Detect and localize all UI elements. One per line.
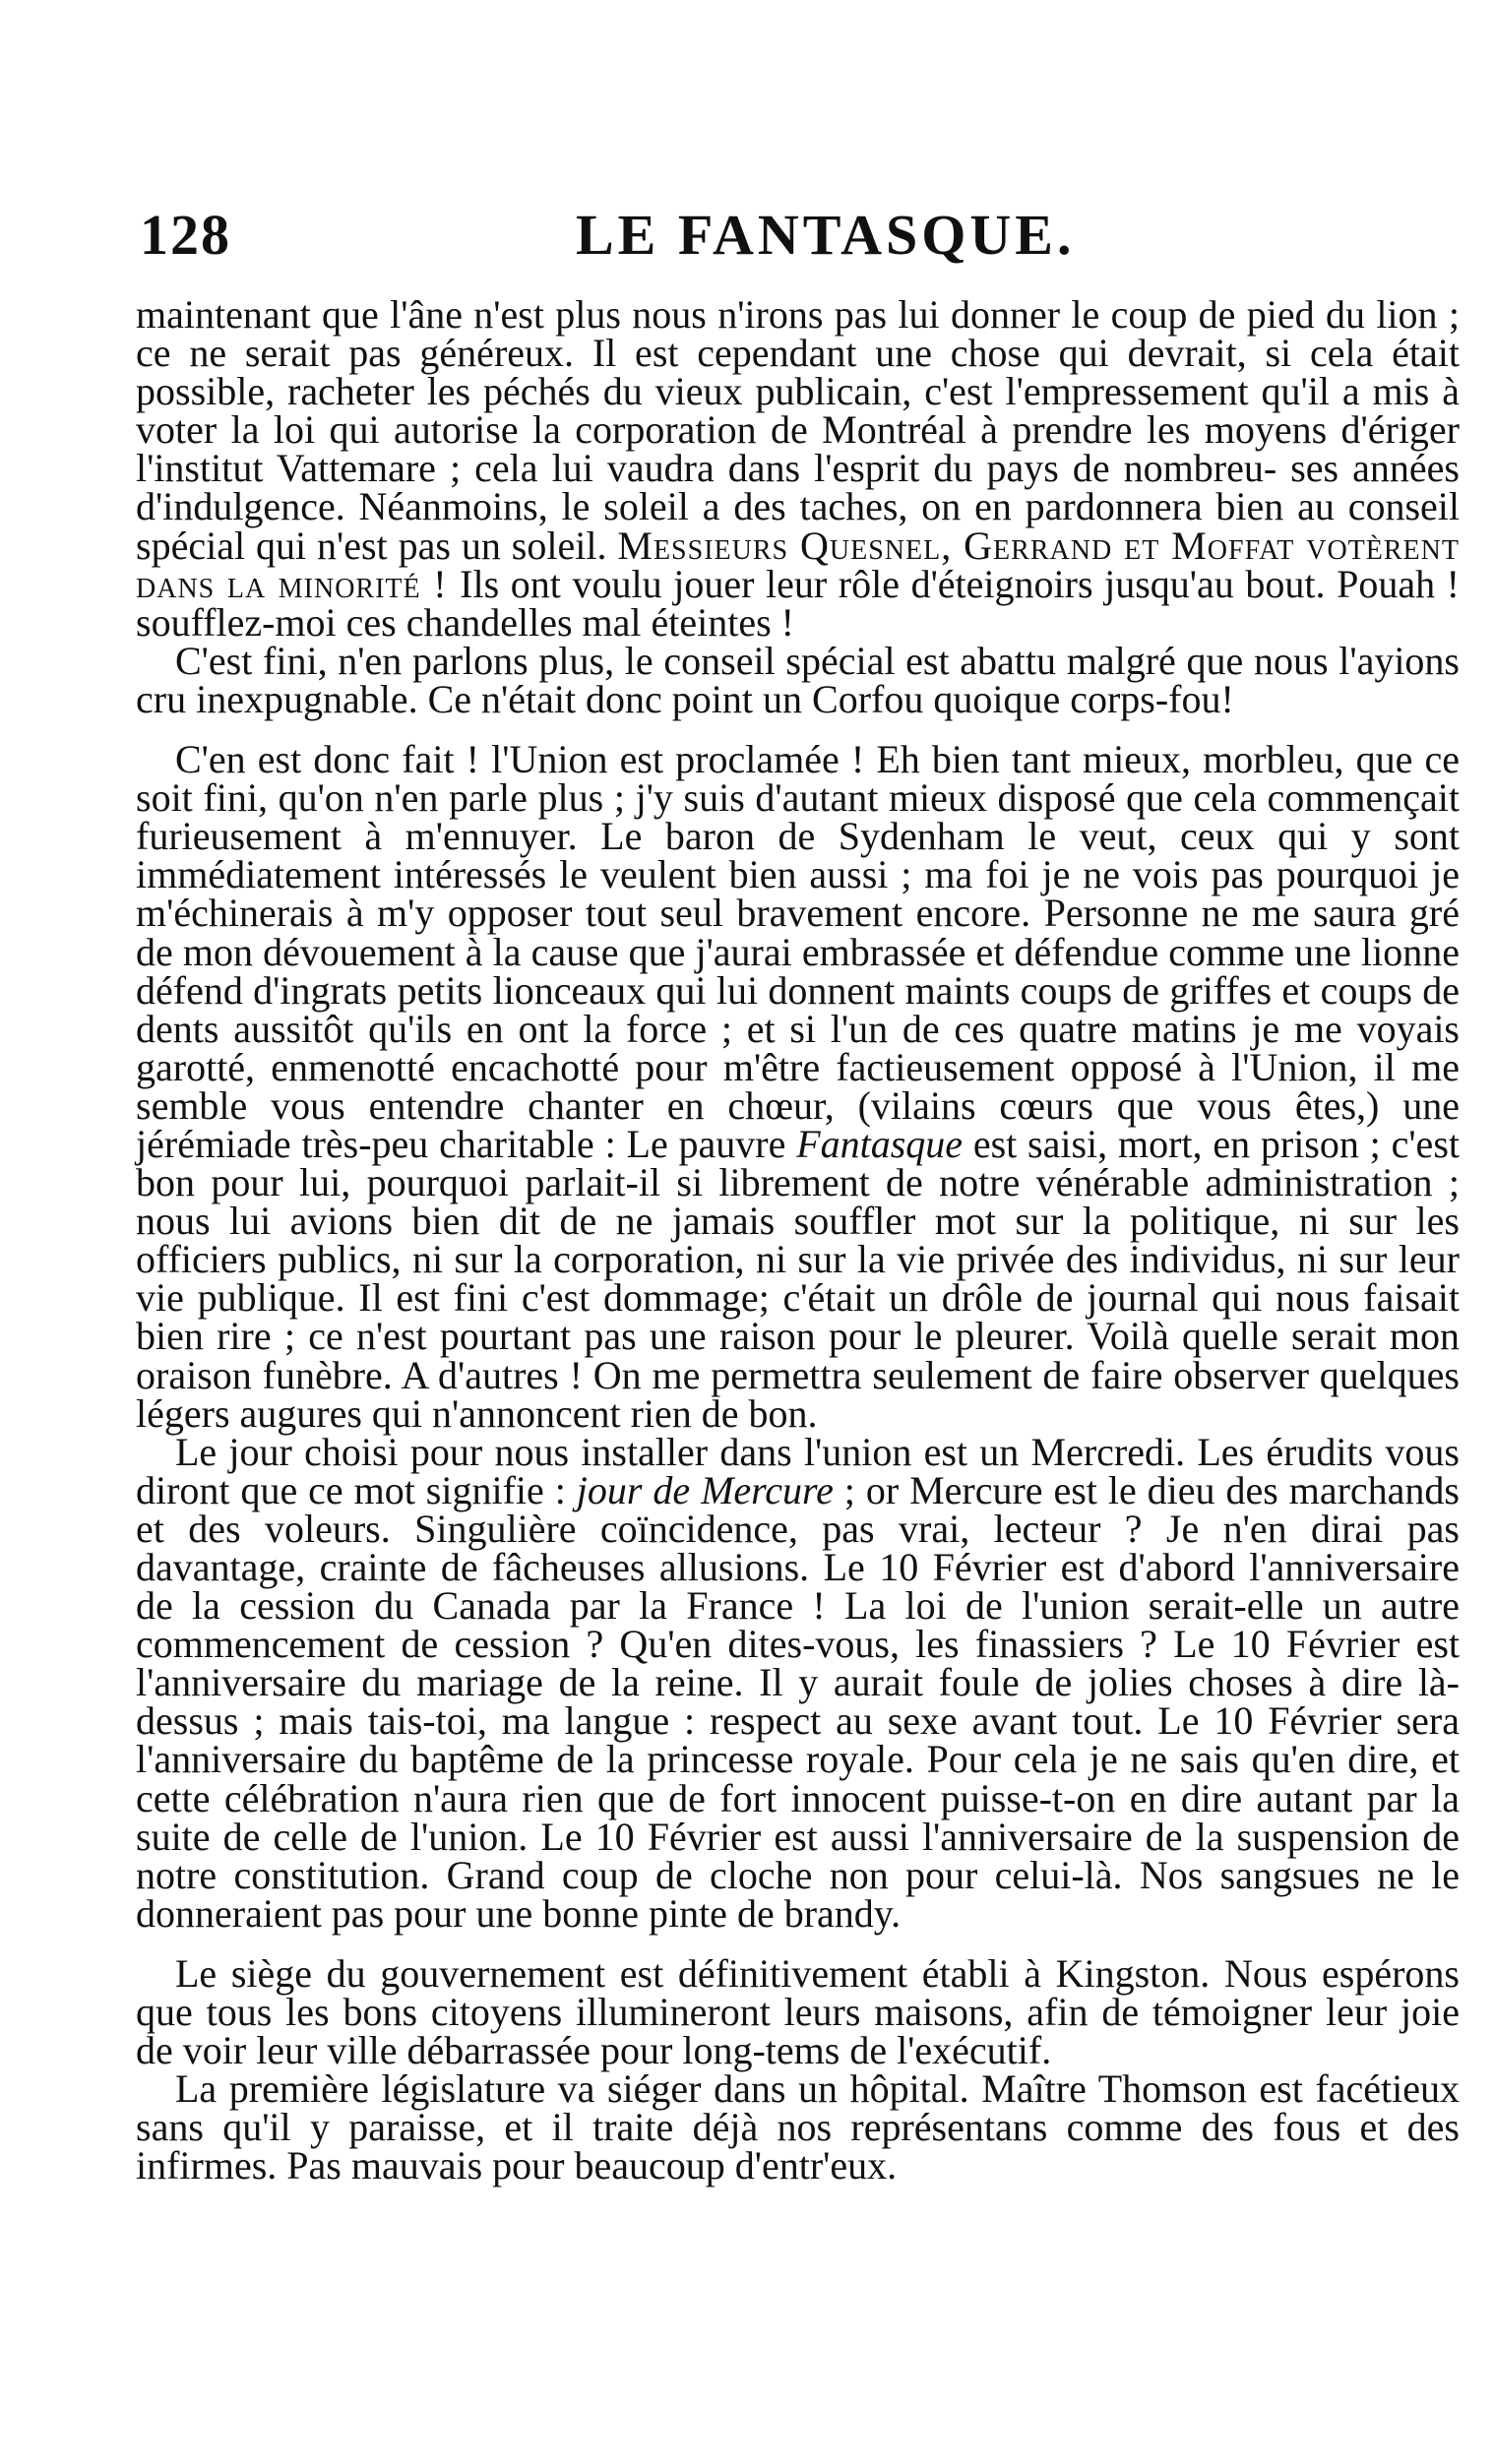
text-run: ; or Mercure est le dieu des marchands et des voleurs. Singulière coïncidence, pas vrai, lecteur ? Je n'en dirai pas davantage, crainte de fâcheuses allusions. Le 10 Février est d'abord l'anniversaire de la cession du Canada par la France ! La loi de l'union serait-elle un autre commencement de cession ? Qu'en dites-vous, les finassiers ? Le 10 Février est l'anniversaire du mariage de la reine. Il y aurait foule de jolies choses à dire là-dessus ; mais tais-toi, ma langue : respect au sexe avant tout. Le 10 Février sera l'anniversaire du baptême de la princesse royale. Pour cela je ne sais qu'en dire, et cette célébration n'aura rien que de fort innocent puisse-t-on en dire autant par la suite de celle de l'union. Le 10 Février est aussi l'anniversaire de la suspension de notre constitution. Grand coup de cloche non pour celui-là. Nos sangsues ne le donneraient pas pour une bonne pinte de brandy.: [136, 1467, 1460, 1936]
text-run: Le jour choisi pour nous installer dans l'union est un Mercredi. Les érudits vous diront que ce mot signifie :: [136, 1429, 1460, 1512]
paragraph-union: [136, 737, 1460, 1436]
text-line: ses années d'indulgence. Néanmoins, le soleil a des taches, on en pardonnera: [136, 446, 1460, 529]
text-line: était possible, racheter les péchés du vieux publicain, c'est l'empressement qu'il: [136, 331, 1460, 414]
page-header: [128, 202, 1437, 271]
paragraph-kingston: Le siège du gouvernement est définitivement établi à Kingston. Nous espérons que tous les bons citoyens illumineront leurs maisons, afin de témoigner leur joie de voir leur ville débarrassée pour long-tems de l'exécutif.: [136, 1950, 1460, 2073]
page-number: 128: [140, 203, 231, 267]
italic-phrase: jour de Mercure: [576, 1467, 844, 1512]
paragraph-legislature: La première législature va siéger dans un hôpital. Maître Thomson est facétieux sans qu'il y paraisse, et il traite déjà nos représentans comme des fous et des infirmes. Pas mauvais pour beaucoup d'entr'eux.: [136, 2066, 1460, 2188]
text-line: maintenant que l'âne n'est plus nous n'irons pas lui donner le coup de pied du: [136, 292, 1377, 337]
journal-name: Fantasque: [796, 1121, 973, 1166]
text-run: est saisi, mort, en prison ; c'est bon pour lui, pourquoi parlait-il si librement de notre vénérable administration ; nous lui avions bien dit de ne jamais souffler mot sur la politique, ni sur les officiers publics, ni sur la corporation, ni sur la vie privée des individus, ni sur leur vie publique. Il est fini c'est dommage; c'était un drôle de journal qui nous faisait bien rire ; ce n'est pourtant pas une raison pour le pleurer. Voilà quelle serait mon oraison funèbre. A d'autres ! On me permettra seulement de faire observer quelques légers augures qui n'annoncent rien de bon.: [136, 1121, 1460, 1436]
text-line: d'ériger l'institut Vattemare ; cela lui vaudra dans l'esprit du pays de nombreu-: [136, 407, 1460, 491]
text-line: lion ; ce ne serait pas généreux. Il est cependant une chose qui devrait, si cela: [136, 292, 1460, 376]
running-title: LE FANTASQUE.: [576, 203, 1076, 267]
text-line: a mis à voter la loi qui autorise la corporation de Montréal à prendre les moyens: [136, 369, 1460, 453]
councillor-names: Messieurs Quesnel, Gerrand et Moffat votèrent dans la minorité !: [136, 523, 1460, 606]
text-run: C'en est donc fait ! l'Union est proclamée ! Eh bien tant mieux, morbleu, que ce soit fini, qu'on n'en parle plus ; j'y suis d'autant mieux disposé que cela commençait furieusement à m'ennuyer. Le baron de Sydenham le veut, ceux qui y sont immédiatement intéressés le veulent bien aussi ; ma foi je ne vois pas pourquoi je m'échinerais à m'y opposer tout seul bravement encore. Personne ne me saura gré de mon dévouement à la cause que j'aurai embrassée et défendue comme une lionne défend d'ingrats petits lionceaux qui lui donnent maints coups de griffes et coups de dents aussitôt qu'ils en ont la force ; et si l'un de ces quatre matins je me voyais garotté, enmenotté encachotté pour m'être factieusement opposé à l'Union, il me semble vous entendre chanter en chœur, (vilains cœurs que vous êtes,) une jérémiade très-peu charitable : Le pauvre: [136, 737, 1460, 1166]
text-line: bien au conseil spécial qui n'est pas un soleil.: [136, 484, 1460, 568]
paragraph-wednesday: [136, 1429, 1460, 1936]
paragraph-council: C'est fini, n'en parlons plus, le conseil spécial est abattu malgré que nous l'ayions cru inexpugnable. Ce n'était donc point un Corfou quoique corps-fou!: [136, 638, 1460, 721]
text-line: Ils ont voulu jouer leur rôle d'éteignoirs jusqu'au bout. Pouah ! soufflez-moi ces chandelles mal éteintes !: [136, 561, 1461, 645]
article-body: [136, 292, 1461, 2188]
paragraph-continuation: [136, 292, 1461, 645]
